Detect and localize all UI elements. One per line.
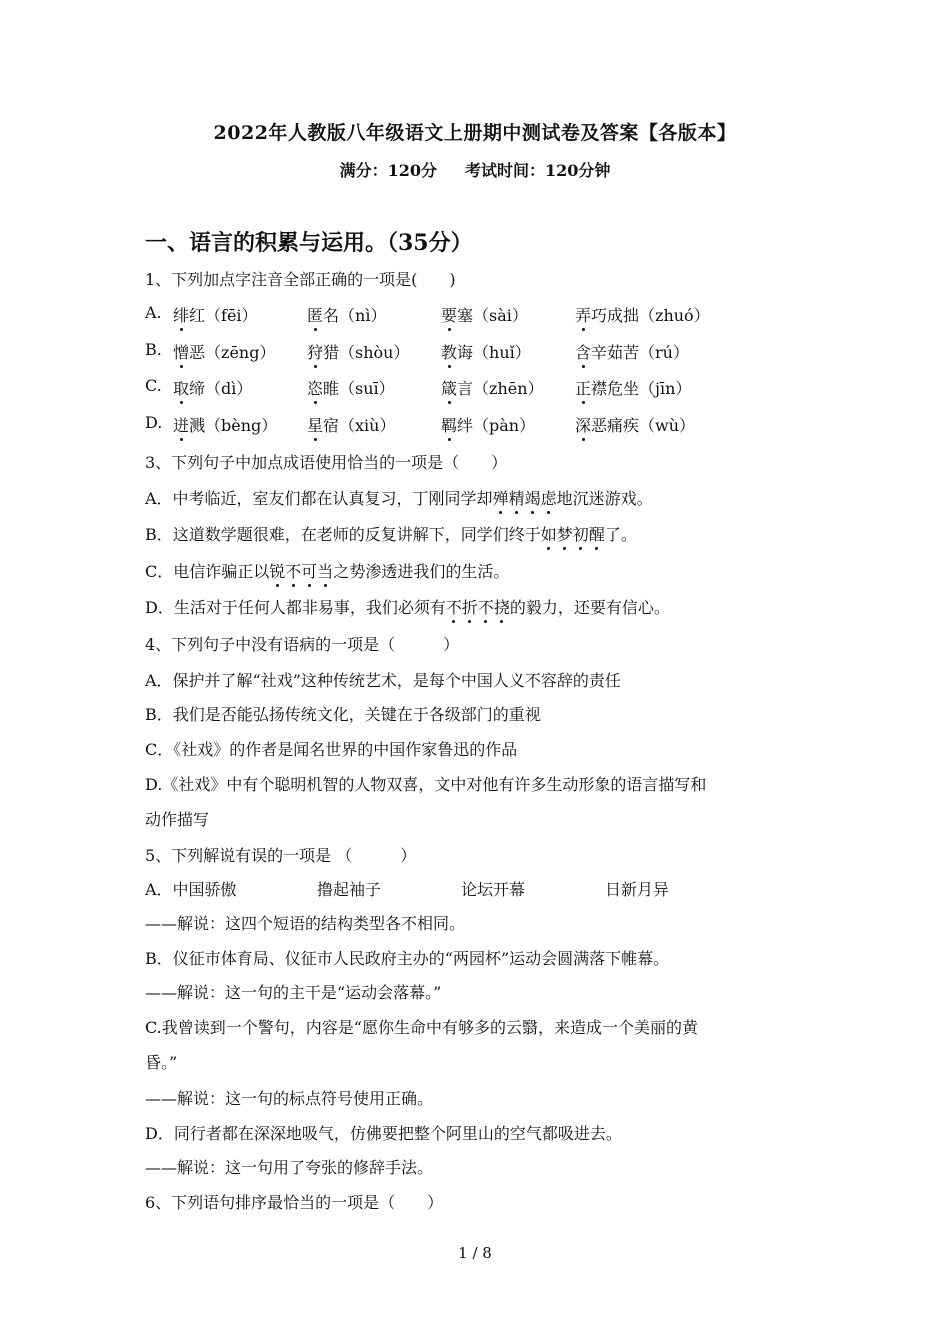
option-item: 羁绊（pàn）	[441, 413, 535, 436]
option-label: C.	[145, 376, 162, 395]
option-text: 了。	[604, 525, 637, 544]
q5-b-note: ——解说：这一句的主干是“运动会落幕。”	[145, 983, 442, 1002]
q3-option-c	[145, 559, 509, 582]
option-text: A．中考临近，室友们都在认真复习，丁刚同学却	[145, 489, 493, 508]
option-label: D.	[145, 413, 163, 432]
q5-d-note: ——解说：这一句用了夸张的修辞手法。	[145, 1158, 434, 1177]
phrase: 论坛开幕	[461, 880, 526, 899]
option-item: 深恶痛疾（wù）	[575, 413, 695, 436]
option-item: 箴言（zhēn）	[441, 376, 544, 399]
phrase: 撸起袖子	[317, 880, 382, 899]
q4-stem: 4、下列句子中没有语病的一项是（ ）	[145, 635, 460, 654]
option-item: 恣睢（suī）	[307, 376, 395, 399]
option-text: C．电信诈骗正以	[145, 562, 270, 581]
option-text: 之势渗透进我们的生活。	[333, 562, 510, 581]
option-item: 取缔（dì）	[173, 376, 252, 399]
q1-stem: 1、下列加点字注音全部正确的一项是( )	[145, 270, 456, 289]
exam-info	[0, 158, 950, 181]
option-item: 迸溅（bèng）	[173, 413, 277, 436]
q5-c-note: ——解说：这一句的标点符号使用正确。	[145, 1089, 434, 1108]
q4-option-a: A．保护并了解“社戏”这种传统艺术，是每个中国人义不容辞的责任	[145, 671, 621, 690]
option-item: 教诲（huǐ）	[441, 340, 531, 363]
q3-option-b	[145, 522, 637, 545]
q5-option-d: D．同行者都在深深地吸气，仿佛要把整个阿里山的空气都吸进去。	[145, 1124, 622, 1143]
option-text: 地沉迷游戏。	[556, 489, 653, 508]
full-score: 满分：120分	[339, 161, 437, 180]
dotted-idiom: 殚精竭虑	[493, 489, 557, 508]
option-text: D．生活对于任何人都非易事，我们必须有	[145, 598, 446, 617]
q4-option-d-cont: 动作描写	[145, 810, 210, 829]
q6-stem: 6、下列语句排序最恰当的一项是（ ）	[145, 1193, 444, 1212]
dotted-idiom: 锐不可当	[269, 562, 333, 581]
q3-option-d	[145, 595, 670, 618]
option-item: 星宿（xiù）	[307, 413, 395, 436]
dotted-idiom: 如梦初醒	[541, 525, 605, 544]
option-item: 要塞（sài）	[441, 303, 528, 326]
option-item: 憎恶（zēng）	[173, 340, 275, 363]
option-item: 正襟危坐（jīn）	[575, 376, 691, 399]
q5-option-c-cont: 昏。”	[145, 1053, 178, 1072]
phrase: 日新月异	[605, 880, 670, 899]
option-item: 绯红（fēi）	[173, 303, 258, 326]
exam-time: 考试时间：120分钟	[465, 161, 611, 180]
dotted-idiom: 不折不挠	[446, 598, 510, 617]
q4-option-d: D.《社戏》中有个聪明机智的人物双喜，文中对他有许多生动形象的语言描写和	[145, 775, 707, 794]
option-item: 狩猎（shòu）	[307, 340, 409, 363]
q3-option-a	[145, 486, 653, 509]
option-item: 弄巧成拙（zhuó）	[575, 303, 710, 326]
option-item: 匿名（nì）	[307, 303, 386, 326]
option-label: B.	[145, 340, 162, 359]
q3-stem: 3、下列句子中加点成语使用恰当的一项是（ ）	[145, 453, 508, 472]
q5-option-c: C.我曾读到一个警句，内容是“愿你生命中有够多的云翳，来造成一个美丽的黄	[145, 1018, 698, 1037]
page-number: 1 / 8	[458, 1244, 492, 1262]
option-text: 的毅力，还要有信心。	[509, 598, 670, 617]
option-item: 含辛茹苦（rú）	[575, 340, 689, 363]
section-heading: 一、语言的积累与运用。（35分）	[145, 230, 473, 256]
q4-option-b: B．我们是否能弘扬传统文化，关键在于各级部门的重视	[145, 705, 541, 724]
document-title: 2022年人教版八年级语文上册期中测试卷及答案【各版本】	[213, 122, 737, 144]
q4-option-c: C．《社戏》的作者是闻名世界的中国作家鲁迅的作品	[145, 740, 518, 759]
phrase: A．中国骄傲	[145, 880, 237, 899]
q5-a-note: ——解说：这四个短语的结构类型各不相同。	[145, 914, 466, 933]
q5-option-b: B．仪征市体育局、仪征市人民政府主办的“两园杯”运动会圆满落下帷幕。	[145, 949, 670, 968]
q5-stem: 5、下列解说有误的一项是 （ ）	[145, 846, 417, 865]
option-label: A.	[145, 303, 162, 322]
option-text: B．这道数学题很难，在老师的反复讲解下，同学们终于	[145, 525, 541, 544]
